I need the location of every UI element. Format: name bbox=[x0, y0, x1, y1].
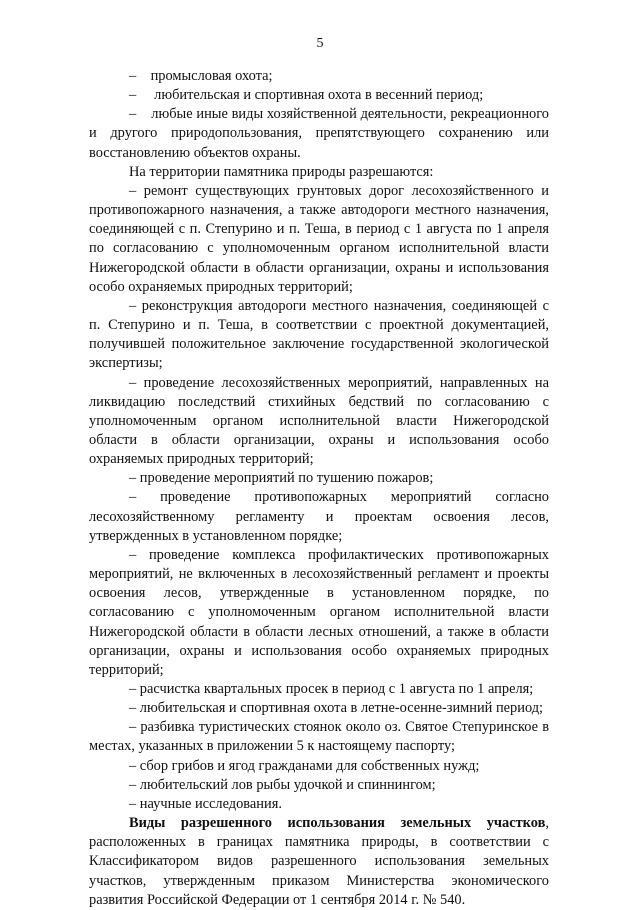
paragraph bbox=[89, 86, 549, 105]
paragraph-text: – проведение лесохозяйственных мероприятий, направленных на ликвидацию последствий стихийных бедствий по согласованию с уполномоченным органом исполнительной власти Нижегородской области в области организации, охраны и использования особо охраняемых природных территорий; bbox=[89, 374, 549, 468]
paragraph-text: – разбивка туристических стоянок около оз. Святое Степуринское в местах, указанных в приложении 5 к настоящему паспорту; bbox=[89, 719, 549, 755]
paragraph bbox=[89, 182, 549, 297]
paragraph bbox=[89, 814, 549, 910]
paragraph-text: – расчистка квартальных просек в период с 1 августа по 1 апреля; bbox=[129, 681, 534, 697]
paragraph bbox=[89, 105, 549, 162]
page-number: 5 bbox=[316, 36, 324, 51]
paragraph bbox=[89, 699, 549, 718]
paragraph-text: – сбор грибов и ягод гражданами для собственных нужд; bbox=[129, 757, 480, 774]
paragraph bbox=[89, 546, 549, 680]
paragraph bbox=[89, 680, 549, 699]
paragraph bbox=[89, 795, 549, 814]
paragraph-text: – любительская и спортивная охота в весенний период; bbox=[129, 87, 484, 104]
paragraph bbox=[89, 297, 549, 374]
paragraph-text: – любительский лов рыбы удочкой и спиннингом; bbox=[129, 776, 436, 793]
paragraph-text: – любые иные виды хозяйственной деятельности, рекреационного и другого природопользования, препятствующего сохранению или восстановлению объектов охраны. bbox=[89, 106, 549, 161]
paragraph-text: – ремонт существующих грунтовых дорог лесохозяйственного и противопожарного назначения, а также автодороги местного назначения, соединяющей с п. Степурино и п. Теша, в период с 1 августа по 1 апреля по согласованию с уполномоченным органом исполнительной власти Нижегородской области в области организации, охраны и использования особо охраняемых природных территорий; bbox=[89, 182, 549, 295]
document-body bbox=[89, 67, 549, 910]
paragraph-text: – проведение мероприятий по тушению пожаров; bbox=[129, 470, 434, 487]
paragraph bbox=[89, 488, 549, 545]
paragraph bbox=[89, 469, 549, 488]
paragraph bbox=[89, 757, 549, 776]
paragraph-text: На территории памятника природы разрешаются: bbox=[129, 163, 434, 180]
paragraph-text: – проведение противопожарных мероприятий согласно лесохозяйственному регламенту и проектам освоения лесов, утвержденных в установленном порядке; bbox=[89, 489, 549, 544]
paragraph-text: – реконструкция автодороги местного назначения, соединяющей с п. Степурино и п. Теша, в соответствии с проектной документацией, получившей положительное заключение государственной экологической экспертизы; bbox=[89, 297, 549, 372]
paragraph-text: – промысловая охота; bbox=[129, 68, 273, 84]
paragraph-text: – любительская и спортивная охота в летне-осенне-зимний период; bbox=[129, 700, 544, 717]
paragraph bbox=[89, 163, 549, 182]
paragraph-bold: Виды разрешенного использования земельных участков bbox=[129, 815, 546, 832]
paragraph-text: – проведение комплекса профилактических противопожарных мероприятий, не включенных в лесохозяйственный регламент и проекты освоения лесов, утвержденные в установленном порядке, по согласованию с уполномоченным органом исполнительной власти Нижегородской области в области лесных отношений, а также в области организации, охраны и использования особо охраняемых природных территорий; bbox=[89, 546, 549, 678]
paragraph bbox=[89, 776, 549, 795]
paragraph bbox=[89, 374, 549, 470]
paragraph-text: – научные исследования. bbox=[129, 795, 282, 812]
paragraph bbox=[89, 67, 549, 86]
paragraph-text: , расположенных в границах памятника природы, в соответствии с Классификатором видов разрешенного использования земельных участков, утвержденным приказом Министерства экономического развития Российской Федерации от 1 сентября 2014 г. № 540. bbox=[89, 815, 549, 908]
paragraph bbox=[89, 718, 549, 756]
